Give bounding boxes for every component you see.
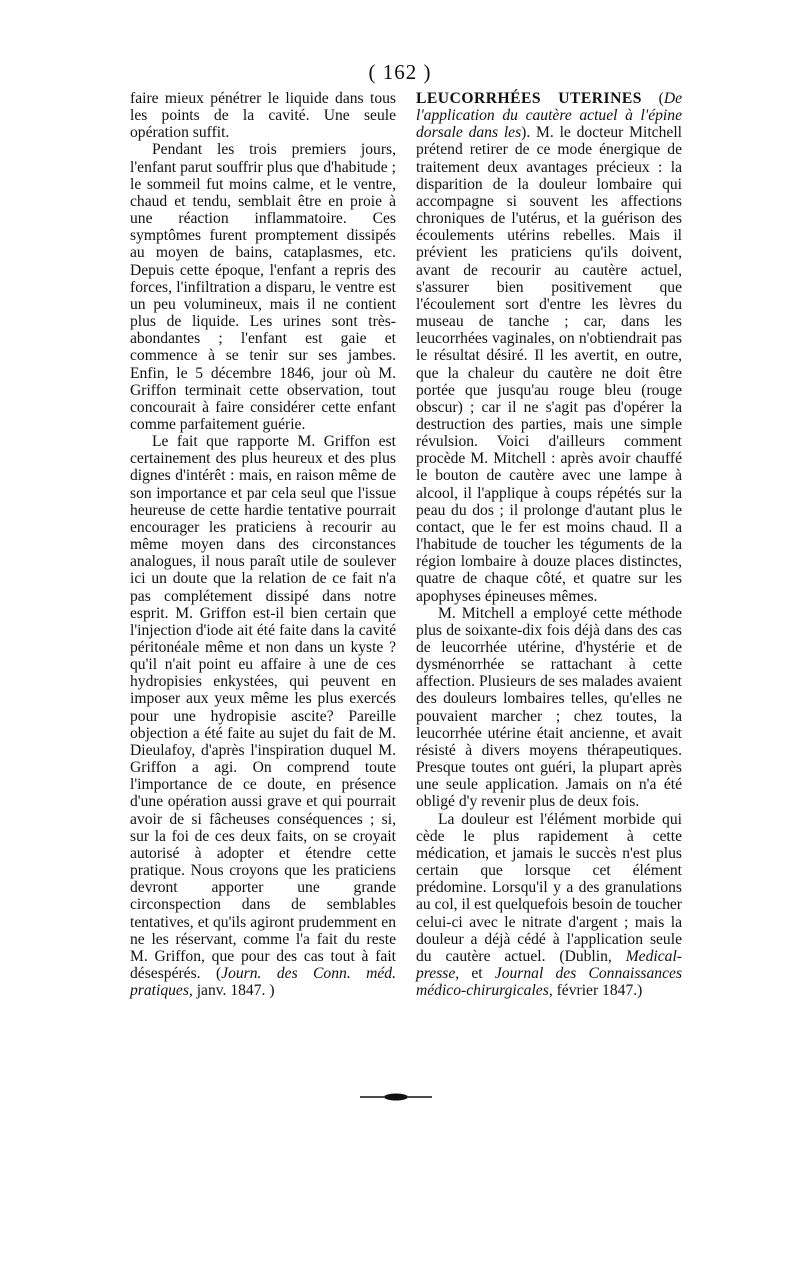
- left-paragraph-1: faire mieux pénétrer le liquide dans tous les points de la cavité. Une seule opération suffit.: [130, 90, 396, 142]
- right-paragraph-1: [416, 90, 682, 605]
- left-paragraph-3: [130, 433, 396, 999]
- left-citation-journal: Journ. des Conn. méd. pratiques,: [130, 964, 396, 1000]
- right-citation-date: , février 1847.): [548, 982, 643, 1000]
- left-citation-open: (: [200, 964, 222, 982]
- right-paragraph-3: [416, 811, 682, 1000]
- left-column: [130, 90, 396, 999]
- tail-ornament-icon: [356, 1090, 436, 1104]
- right-column: [416, 90, 682, 999]
- left-paragraph-3-text: Le fait que rapporte M. Griffon est certainement des plus heureux et des plus dignes d'intérêt : mais, en raison même de son importance et par cela seul que l'issue heureuse de cette hardie tentative pourrait encourager les praticiens à recourir au même moyen dans des circonstances analogues, il nous paraît utile de soulever ici un doute que la relation de ce fait n'a pas complétement dissipé dans notre esprit. M. Griffon est-il bien certain que l'injection d'iode ait été faite dans la cavité péritonéale même et non dans un kyste ? qu'il n'ait point eu affaire à une de ces hydropisies enkystées, qui peuvent en imposer aux yeux même les plus exercés pour une hydropisie ascite? Pareille objection a été faite au sujet du fait de M. Dieulafoy, d'après l'inspiration duquel M. Griffon a agi. On comprend toute l'importance de ce doute, en présence d'une opération aussi grave et qui pourrait avoir de si fâcheuses conséquences ; si, sur la foi de ces deux faits, on se croyait autorisé à adopter et étendre cette pratique. Nous croyons que les praticiens devront apporter une grande circonspection dans de semblables tentatives, et qu'ils agiront prudemment en ne les réservant, comme l'a fait du reste M. Griffon, que pour des cas tout à fait désespérés.: [130, 433, 396, 982]
- right-paragraph-2: M. Mitchell a employé cette méthode plus de soixante-dix fois déjà dans des cas de leucorrhée utérine, d'hystérie et de dysménorrhée se rattachant à cette affection. Plusieurs de ses malades avaient des douleurs lombaires telles, qu'elles ne pouvaient marcher ; chez toutes, la leucorrhée utérine était ancienne, et avait résisté à divers moyens thérapeutiques. Presque toutes ont guéri, la plupart après une seule application. Jamais on n'a été obligé d'y revenir plus de deux fois.: [416, 604, 682, 811]
- page-number: ( 162 ): [368, 60, 432, 84]
- heading-close: ).: [521, 124, 531, 142]
- right-citation-mid: , et: [455, 964, 495, 982]
- tail-ornament-svg: [356, 1090, 436, 1104]
- heading-open: (: [641, 90, 664, 107]
- left-paragraph-2: Pendant les trois premiers jours, l'enfant parut souffrir plus que d'habitude ; le sommeil fut moins calme, et le ventre, chaud et tendu, semblait être en proie à une réaction inflammatoire. Ces symptômes furent promptement dissipés au moyen de bains, cataplasmes, etc. Depuis cette époque, l'enfant a repris des forces, l'infiltration a disparu, le ventre est un peu volumineux, mais il ne contient plus de liquide. Les urines sont très-abondantes ; l'enfant est gaie et commence à se tenir sur ses jambes. Enfin, le 5 décembre 1846, jour où M. Griffon terminait cette observation, tout concourait à faire considérer cette enfant comme parfaitement guérie.: [130, 141, 396, 433]
- right-paragraph-1-text: M. le docteur Mitchell prétend retirer de ce mode énergique de traitement deux avantages précieux : la disparition de la douleur lombaire qui accompagne si souvent les affections chroniques de l'utérus, et la guérison des écoulements utérins rebelles. Mais il prévient les praticiens qu'ils doivent, avant de recourir au cautère actuel, s'assurer bien positivement que l'écoulement sort d'entre les lèvres du museau de tanche ; car, dans les leucorrhées vaginales, on n'obtiendrait pas le résultat désiré. Il les avertit, en outre, que la chaleur du cautère ne doit être portée que jusqu'au rouge bleu (rouge obscur) ; car il ne s'agit pas d'opérer la destruction des parties, mais une simple révulsion. Voici d'ailleurs comment procède M. Mitchell : après avoir chauffé le bouton de cautère avec une lampe à alcool, il l'applique à coups répétés sur la peau du dos ; il prolonge d'autant plus le contact, que le fer est moins chaud. Il a l'habitude de toucher les téguments de la région lombaire à douze places distinctes, quatre de chaque côté, et quatre sur les apophyses épineuses mêmes.: [416, 124, 682, 605]
- left-citation-date: janv. 1847. ): [192, 982, 275, 1000]
- right-citation-journal-a: Medical-presse: [416, 947, 682, 982]
- article-subtitle: De l'application du cautère actuel à l'épine dorsale dans les: [416, 90, 682, 142]
- right-citation-open: (Dublin,: [545, 947, 626, 965]
- right-paragraph-3-text: La douleur est l'élément morbide qui cède le plus rapidement à cette médication, et jamais le succès n'est plus certain que lorsque cet élément prédomine. Lorsqu'il y a des granulations au col, il est quelquefois besoin de toucher celui-ci avec le nitrate d'argent ; mais la douleur a déjà cédé à l'application seule du cautère actuel.: [416, 810, 682, 965]
- right-citation-journal-b: Journal des Connaissances médico-chirurgicales: [416, 964, 683, 1000]
- article-heading: LEUCORRHÉES UTERINES: [416, 90, 642, 107]
